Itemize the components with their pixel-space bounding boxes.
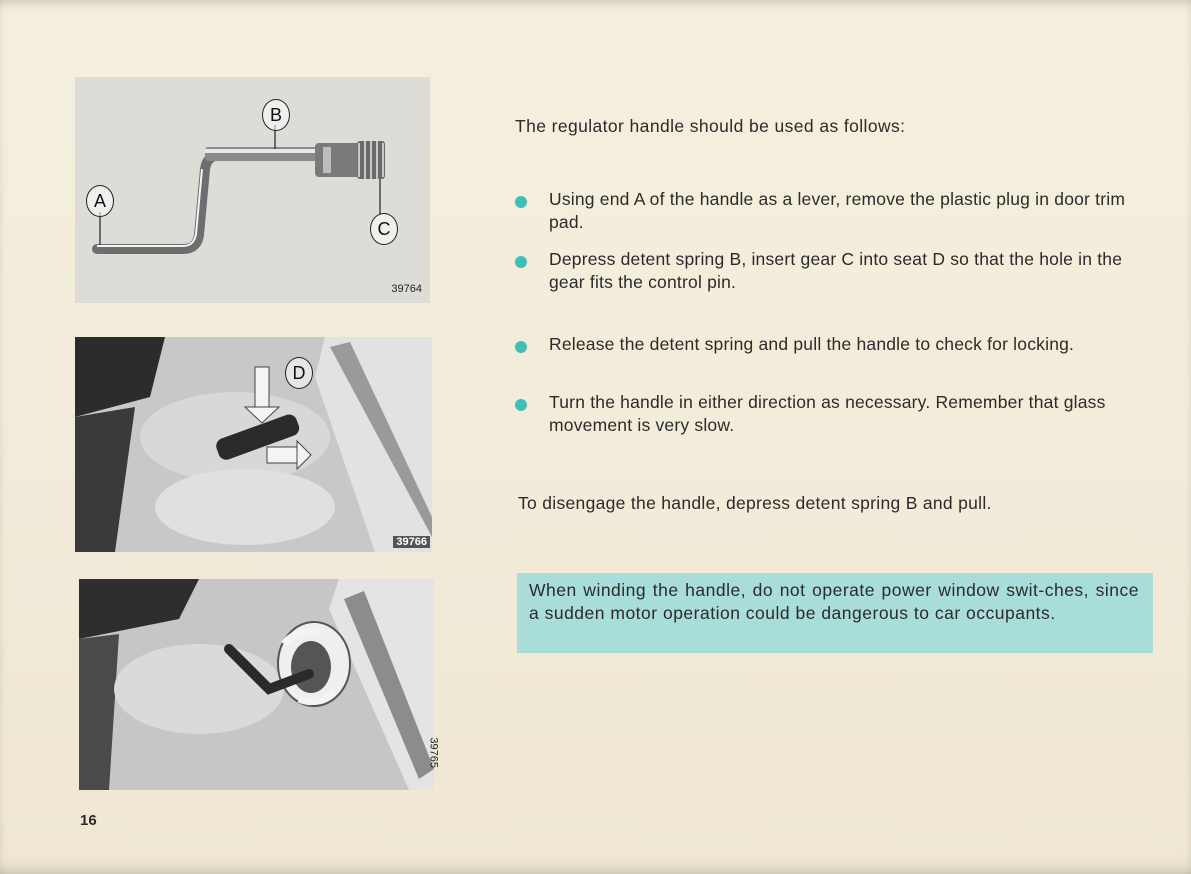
bullet-dot [515, 256, 527, 268]
figure-number: 39765 [428, 737, 440, 768]
page-number: 16 [80, 812, 97, 829]
bullet-dot [515, 399, 527, 411]
callout-c: C [370, 213, 398, 245]
warning-box: When winding the handle, do not operate power window swit-ches, since a sudden motor operation could be dangerous to car occupants. [517, 573, 1153, 653]
figure-number: 39766 [393, 536, 430, 548]
figure-handle [75, 77, 430, 303]
turn-handle-photo [79, 579, 434, 790]
callout-b: B [262, 99, 290, 131]
figure-turn-handle [79, 579, 440, 790]
list-item-text: Release the detent spring and pull the handle to check for locking. [549, 334, 1075, 354]
intro-text: The regulator handle should be used as follows: [515, 116, 906, 136]
bullet-dot [515, 341, 527, 353]
callout-d: D [285, 357, 313, 389]
list-item-text: Using end A of the handle as a lever, remove the plastic plug in door trim pad. [549, 189, 1126, 232]
handle-illustration [75, 77, 430, 303]
callout-a: A [86, 185, 114, 217]
figure-number: 39764 [391, 283, 422, 295]
disengage-text: To disengage the handle, depress detent spring B and pull. [518, 493, 992, 513]
bullet-dot [515, 196, 527, 208]
figure-insert-handle [75, 337, 432, 552]
list-item-text: Turn the handle in either direction as necessary. Remember that glass movement is very slow. [549, 392, 1106, 435]
insert-handle-photo [75, 337, 432, 552]
list-item-text: Depress detent spring B, insert gear C into seat D so that the hole in the gear fits the control pin. [549, 249, 1123, 292]
